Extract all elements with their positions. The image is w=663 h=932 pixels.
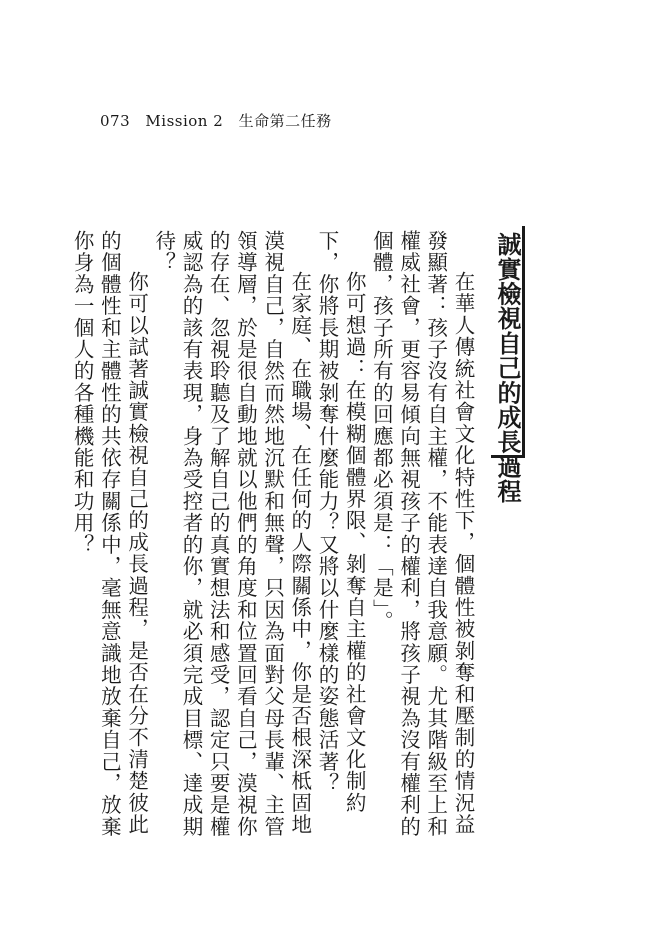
series-label: Mission 2 <box>145 112 224 130</box>
running-head <box>100 110 332 131</box>
section-heading: 誠實檢視自己的成長過程 <box>493 232 521 504</box>
paragraph-2: 你可想過：在模糊個體界限、剝奪自主權的社會文化制約下，你將長期被剝奪什麼能力？又將以什麼樣的姿態活著？ <box>314 230 367 814</box>
chapter-title: 生命第二任務 <box>238 112 332 130</box>
paragraph-4: 你可以試著誠實檢視自己的成長過程，是否在分不清楚彼此的個體性和主體性的共依存關係中，毫無意識地放棄自己，放棄你身為一個人的各種機能和功用？ <box>70 230 149 838</box>
page-number: 073 <box>100 112 131 130</box>
paragraph-3: 在家庭、在職場、在任何的人際關係中，你是否根深柢固地漠視自己，自然而然地沉默和無聲，只因為面對父母長輩、主管領導層，於是很自動地就以他們的角度和位置回看自己，漠視你的存在、忽視聆聽及了解自己的真實想法和感受，認定只要是權威認為的該有表現，身為受控者的你，就必須完成目標、達成期待？ <box>151 230 312 838</box>
paragraph-1: 在華人傳統社會文化特性下，個體性被剝奪和壓制的情況益發顯著：孩子沒有自主權，不能表達自我意願。尤其階級至上和權威社會，更容易傾向無視孩子的權利，將孩子視為沒有權利的個體，孩子所有的回應都必須是：「是」。 <box>369 230 475 838</box>
body-text <box>70 230 476 850</box>
